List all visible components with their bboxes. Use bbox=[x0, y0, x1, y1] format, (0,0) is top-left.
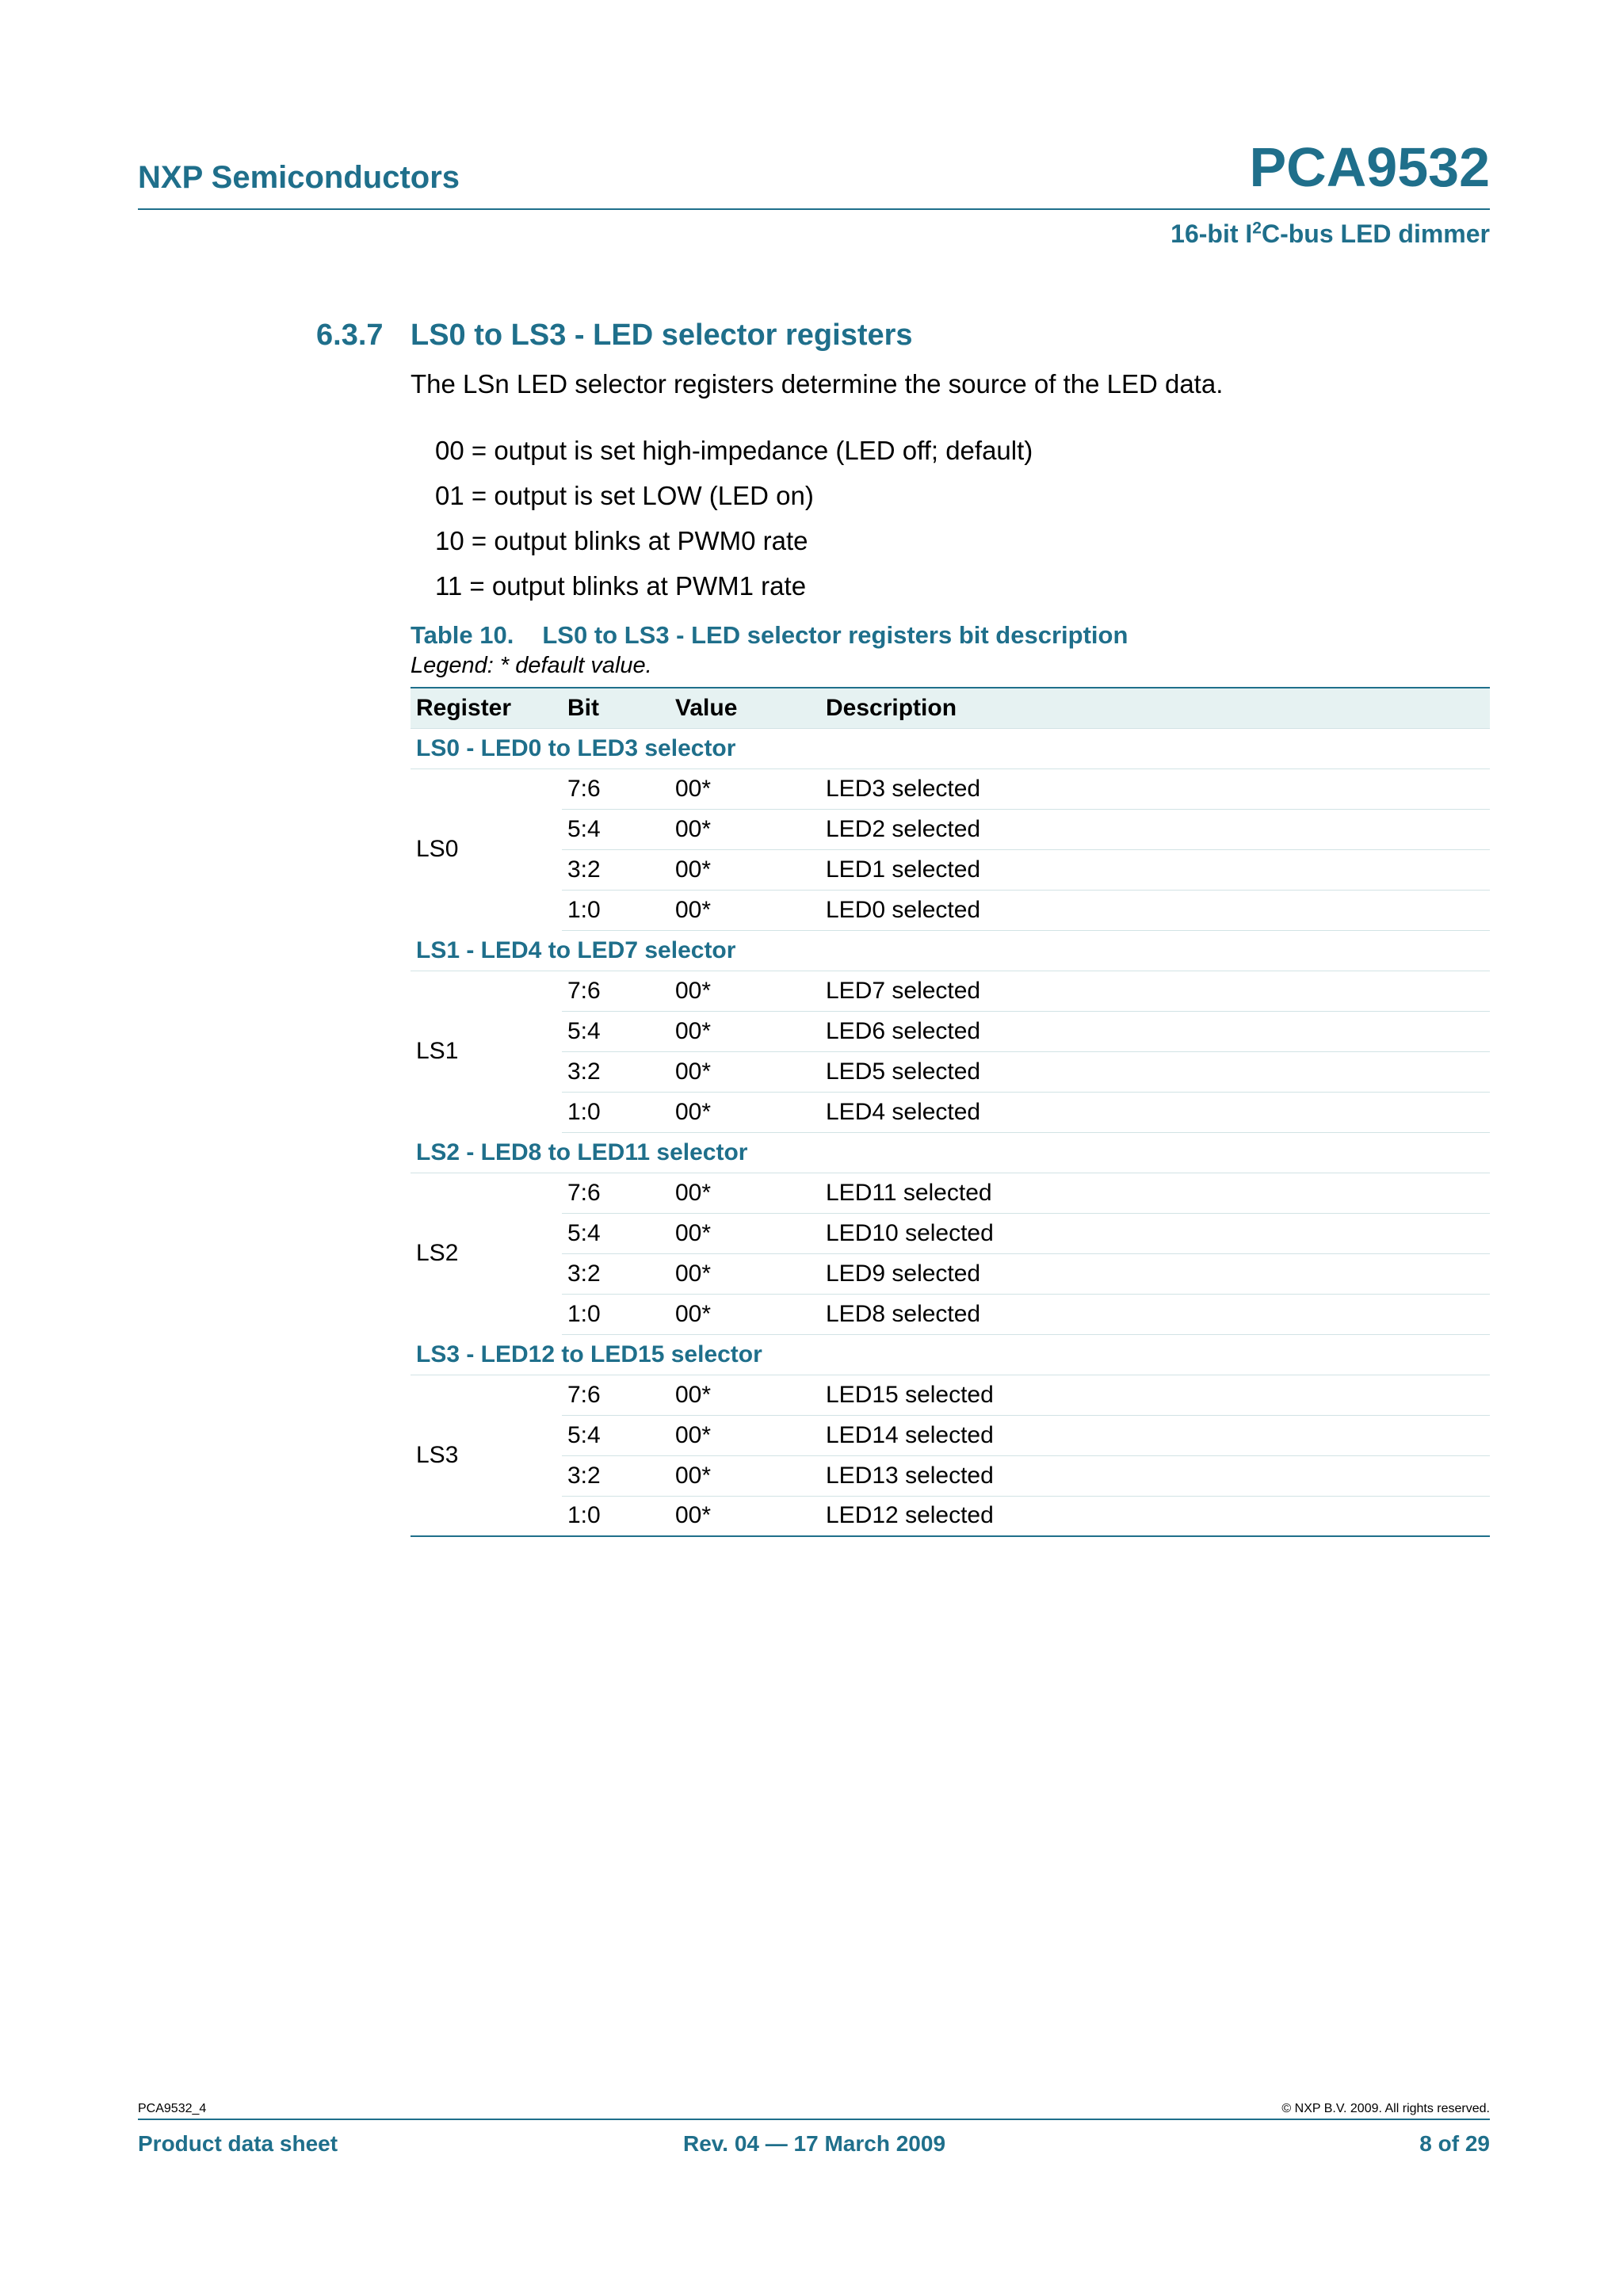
table-row bbox=[411, 849, 1490, 890]
value-cell: 00* bbox=[670, 1092, 820, 1132]
description-cell: LED0 selected bbox=[820, 890, 1490, 930]
description-cell: LED14 selected bbox=[820, 1415, 1490, 1455]
table-header-row bbox=[411, 688, 1490, 728]
table-row bbox=[411, 809, 1490, 849]
table-legend: Legend: * default value. bbox=[411, 653, 652, 678]
bit-cell: 3:2 bbox=[562, 1253, 670, 1294]
description-cell: LED15 selected bbox=[820, 1375, 1490, 1415]
table-row bbox=[411, 1011, 1490, 1051]
value-cell: 00* bbox=[670, 1051, 820, 1092]
product-name: PCA9532 bbox=[1249, 136, 1490, 198]
value-cell: 00* bbox=[670, 1455, 820, 1496]
bit-cell: 3:2 bbox=[562, 1455, 670, 1496]
option-item: 00 = output is set high-impedance (LED off; default) bbox=[435, 436, 1033, 465]
value-cell: 00* bbox=[670, 1011, 820, 1051]
section-title: LS0 to LS3 - LED selector registers bbox=[411, 318, 913, 352]
footer-page-number: 8 of 29 bbox=[1419, 2131, 1490, 2156]
header-divider bbox=[138, 208, 1490, 210]
table-row bbox=[411, 769, 1490, 809]
bit-cell: 1:0 bbox=[567, 1502, 601, 1529]
bit-cell: 1:0 bbox=[562, 1294, 670, 1334]
footer-revision: Rev. 04 — 17 March 2009 bbox=[683, 2131, 946, 2156]
value-cell: 00* bbox=[670, 809, 820, 849]
bit-cell: 1:0 bbox=[562, 890, 670, 930]
table-row bbox=[411, 1253, 1490, 1294]
table-row bbox=[411, 1294, 1490, 1334]
table-group-row bbox=[411, 728, 1490, 769]
bit-cell: 7:6 bbox=[562, 769, 670, 809]
description-cell: LED6 selected bbox=[820, 1011, 1490, 1051]
value-cell: 00* bbox=[670, 1253, 820, 1294]
table-row bbox=[411, 1375, 1490, 1415]
bit-cell: 7:6 bbox=[562, 971, 670, 1011]
description-cell: LED5 selected bbox=[820, 1051, 1490, 1092]
value-cell: 00* bbox=[670, 890, 820, 930]
section-intro: The LSn LED selector registers determine the source of the LED data. bbox=[411, 369, 1224, 399]
group-title: LS0 - LED0 to LED3 selector bbox=[411, 728, 1490, 769]
description-cell: LED3 selected bbox=[820, 769, 1490, 809]
description-cell: LED13 selected bbox=[820, 1455, 1490, 1496]
table-row bbox=[411, 971, 1490, 1011]
bit-cell: 3:2 bbox=[562, 849, 670, 890]
table-row bbox=[411, 1092, 1490, 1132]
description-cell: LED4 selected bbox=[820, 1092, 1490, 1132]
group-title: LS3 - LED12 to LED15 selector bbox=[411, 1334, 1490, 1375]
table-row bbox=[411, 1051, 1490, 1092]
column-header-bit: Bit bbox=[562, 688, 670, 728]
description-cell: LED12 selected bbox=[826, 1502, 994, 1529]
description-cell: LED7 selected bbox=[820, 971, 1490, 1011]
value-cell: 00* bbox=[670, 1294, 820, 1334]
register-name: LS2 bbox=[416, 1240, 459, 1267]
footer-doc-type: Product data sheet bbox=[138, 2131, 338, 2156]
description-cell: LED9 selected bbox=[820, 1253, 1490, 1294]
option-item: 11 = output blinks at PWM1 rate bbox=[435, 571, 807, 601]
register-name: LS0 bbox=[416, 836, 459, 863]
option-item: 01 = output is set LOW (LED on) bbox=[435, 481, 814, 510]
footer-divider bbox=[138, 2119, 1490, 2120]
column-header-value: Value bbox=[670, 688, 820, 728]
table-row bbox=[411, 890, 1490, 930]
description-cell: LED1 selected bbox=[820, 849, 1490, 890]
option-item: 10 = output blinks at PWM0 rate bbox=[435, 526, 808, 555]
table-row bbox=[411, 1213, 1490, 1253]
table-row bbox=[411, 1496, 1490, 1536]
bit-cell: 3:2 bbox=[562, 1051, 670, 1092]
table-caption-text: LS0 to LS3 - LED selector registers bit description bbox=[542, 621, 1128, 649]
subtitle-suffix: C-bus LED dimmer bbox=[1261, 219, 1490, 248]
company-name: NXP Semiconductors bbox=[138, 160, 460, 195]
description-cell: LED10 selected bbox=[820, 1213, 1490, 1253]
footer-doc-id: PCA9532_4 bbox=[138, 2102, 207, 2115]
register-name: LS3 bbox=[416, 1441, 459, 1468]
subtitle-prefix: 16-bit I bbox=[1170, 219, 1253, 248]
table-row bbox=[411, 1455, 1490, 1496]
value-cell: 00* bbox=[670, 769, 820, 809]
table-row bbox=[411, 1415, 1490, 1455]
value-cell: 00* bbox=[670, 1415, 820, 1455]
register-table bbox=[411, 687, 1490, 1537]
footer-copyright: © NXP B.V. 2009. All rights reserved. bbox=[1281, 2102, 1490, 2115]
value-cell: 00* bbox=[670, 849, 820, 890]
description-cell: LED8 selected bbox=[820, 1294, 1490, 1334]
column-header-register: Register bbox=[411, 688, 562, 728]
bit-cell: 5:4 bbox=[562, 1213, 670, 1253]
group-title: LS1 - LED4 to LED7 selector bbox=[411, 930, 1490, 971]
description-cell: LED2 selected bbox=[820, 809, 1490, 849]
bit-cell: 1:0 bbox=[562, 1092, 670, 1132]
bit-cell: 5:4 bbox=[562, 1415, 670, 1455]
table-caption-number: Table 10. bbox=[411, 621, 514, 649]
bit-cell: 7:6 bbox=[562, 1375, 670, 1415]
table-group-row bbox=[411, 930, 1490, 971]
value-cell: 00* bbox=[670, 1173, 820, 1213]
value-cell: 00* bbox=[670, 1375, 820, 1415]
column-header-description: Description bbox=[820, 688, 1490, 728]
value-cell: 00* bbox=[670, 971, 820, 1011]
section-number: 6.3.7 bbox=[316, 318, 384, 352]
product-subtitle bbox=[1170, 219, 1490, 249]
value-cell: 00* bbox=[675, 1502, 712, 1529]
group-title: LS2 - LED8 to LED11 selector bbox=[411, 1132, 1490, 1173]
bit-cell: 5:4 bbox=[562, 809, 670, 849]
description-cell: LED11 selected bbox=[820, 1173, 1490, 1213]
subtitle-superscript: 2 bbox=[1252, 219, 1262, 238]
table-group-row bbox=[411, 1132, 1490, 1173]
value-cell: 00* bbox=[670, 1213, 820, 1253]
table-caption bbox=[411, 623, 1128, 647]
bit-cell: 7:6 bbox=[562, 1173, 670, 1213]
table-row bbox=[411, 1173, 1490, 1213]
bit-cell: 5:4 bbox=[562, 1011, 670, 1051]
table-group-row bbox=[411, 1334, 1490, 1375]
options-list bbox=[435, 428, 1386, 608]
register-name: LS1 bbox=[416, 1038, 459, 1065]
